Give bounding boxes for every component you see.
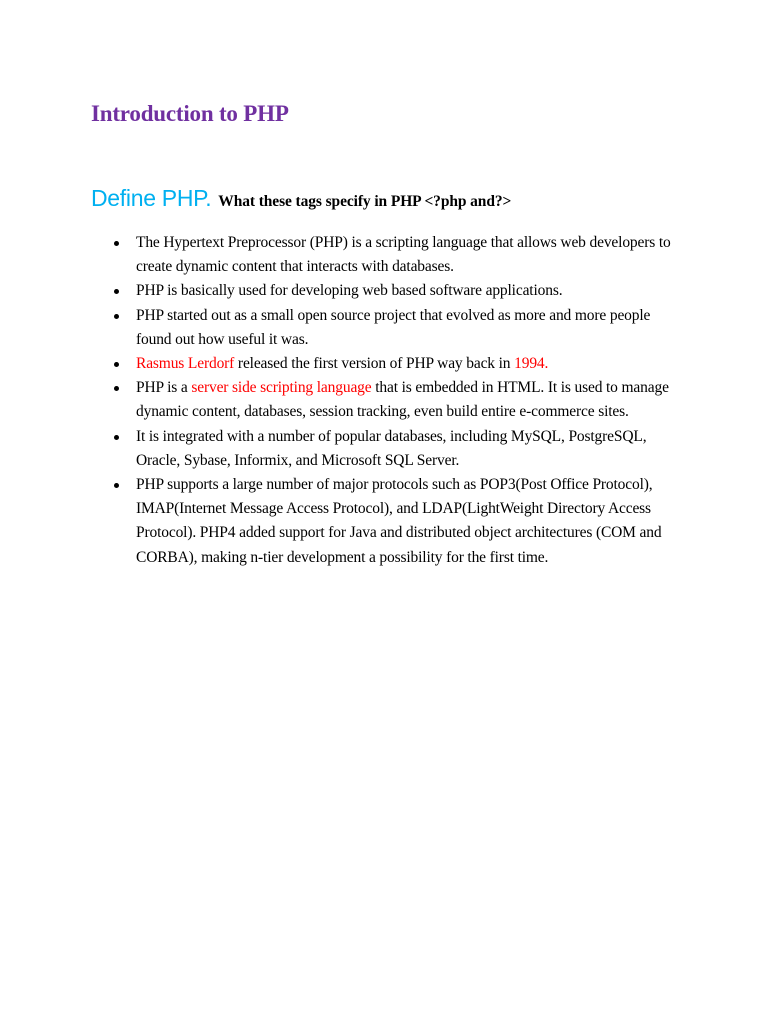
list-item-text: PHP supports a large number of major protocols such as POP3(Post Office Protocol), IMAP(Internet Message Access Protocol), and LDAP(LightWeight Directory Access Protocol). PHP4 added support for Java and distributed object architectures (COM and CORBA), making n-tier development a possibility for the first time. [136, 476, 662, 566]
list-item-text: PHP started out as a small open source project that evolved as more and more people found out how useful it was. [136, 306, 651, 348]
bullet-list [114, 231, 684, 570]
document-title: Introduction to PHP [91, 101, 289, 126]
define-label: Define PHP. [91, 185, 212, 211]
bullet-icon [114, 386, 119, 391]
list-item [114, 473, 684, 570]
bullet-icon [114, 483, 119, 488]
list-item [114, 279, 684, 303]
bullet-icon [114, 314, 119, 319]
list-item-text: that is embedded in HTML. It is used to manage dynamic content, databases, session tracking, even build entire e-commerce sites. [136, 379, 669, 421]
list-item [114, 352, 684, 376]
list-item-text: PHP is basically used for developing web based software applications. [136, 282, 563, 300]
list-item [114, 231, 684, 279]
bullet-icon [114, 435, 119, 440]
bullet-icon [114, 289, 119, 294]
list-item-text: The Hypertext Preprocessor (PHP) is a scripting language that allows web developers to create dynamic content that interacts with databases. [136, 234, 671, 276]
question-text: What these tags specify in PHP <?php and?> [218, 193, 512, 210]
define-heading [91, 183, 511, 213]
bullet-icon [114, 241, 119, 246]
list-item-text: PHP is a [136, 379, 192, 397]
list-item [114, 376, 684, 424]
highlighted-text: server side scripting language [191, 379, 372, 397]
list-item-text: It is integrated with a number of popular databases, including MySQL, PostgreSQL, Oracle, Sybase, Informix, and Microsoft SQL Server. [136, 427, 647, 469]
highlighted-text: 1994. [514, 355, 549, 373]
list-item-text: released the first version of PHP way back in [234, 355, 515, 373]
highlighted-text: Rasmus Lerdorf [136, 355, 235, 373]
bullet-icon [114, 362, 119, 367]
list-item [114, 304, 684, 352]
list-item [114, 425, 684, 473]
